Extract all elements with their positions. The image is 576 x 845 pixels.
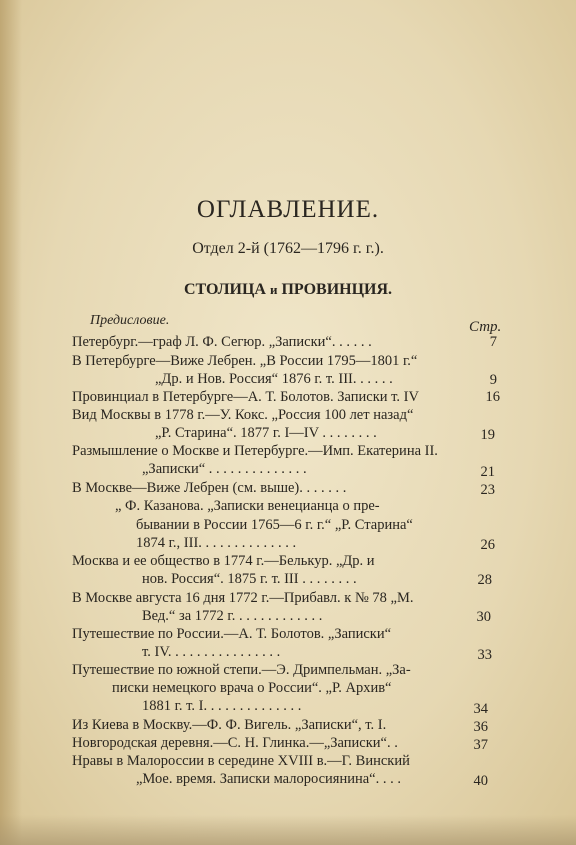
toc-line: „Записки“ . . . . . . . . . . . . . . (142, 461, 307, 477)
toc-line: Новгородская деревня.—С. Н. Глинка.—„Записки“. . (72, 735, 398, 751)
toc-line: Размышление о Москве и Петербурге.—Имп. Екатерина II. (72, 443, 438, 459)
toc-line: Вед.“ за 1772 г. . . . . . . . . . . . . (142, 608, 323, 624)
toc-page: 9 (489, 372, 497, 388)
toc-line: „Др. и Нов. Россия“ 1876 г. т. III. . . . . . (155, 371, 393, 387)
toc-line: бывании в России 1765—6 г. г.“ „Р. Старина“ (136, 517, 413, 533)
toc-line: В Петербурге—Виже Лебрен. „В России 1795—1801 г.“ (72, 353, 418, 369)
page-title: ОГЛАВЛЕНИЕ. (196, 196, 380, 223)
toc-line: Петербург.—граф Л. Ф. Сегюр. „Записки“. . . . . . (72, 334, 372, 350)
toc-line: Из Киева в Москву.—Ф. Ф. Вигель. „Записки“, т. I. (72, 717, 387, 733)
toc-line: „Р. Старина“. 1877 г. I—IV . . . . . . . . (155, 425, 377, 441)
toc-line: Путешествие по южной степи.—Э. Дримпельман. „За- (72, 662, 411, 678)
toc-line: Москва и ее общество в 1774 г.—Белькур. „Др. и (72, 553, 375, 569)
toc-page: 36 (473, 719, 488, 735)
toc-page: 23 (480, 482, 495, 498)
toc-line: Провинциал в Петербурге—А. Т. Болотов. Записки т. IV (72, 389, 419, 405)
toc-page: 40 (473, 773, 488, 789)
toc-line: т. IV. . . . . . . . . . . . . . . . (142, 644, 281, 660)
page-column-label: Стр. (469, 319, 502, 335)
toc-page: 34 (473, 701, 488, 717)
toc-page: 28 (477, 572, 492, 588)
section-heading-b: ПРОВИНЦИЯ. (281, 281, 393, 298)
toc-line: нов. Россия“. 1875 г. т. III . . . . . . . . (142, 571, 357, 587)
toc-line: Вид Москвы в 1778 г.—У. Кокс. „Россия 100 лет назад“ (72, 407, 414, 423)
toc-page: 19 (480, 427, 495, 443)
section-heading-and: и (269, 282, 278, 297)
toc-page: 16 (485, 389, 500, 405)
section-heading-a: СТОЛИЦА (183, 281, 266, 298)
toc-line: Нравы в Малороссии в середине XVIII в.—Г. Винский (72, 753, 410, 769)
toc-page: 26 (480, 537, 495, 553)
toc-page: 33 (477, 647, 492, 663)
toc-line: В Москве—Виже Лебрен (см. выше). . . . . . . (72, 480, 347, 496)
toc-page: 37 (473, 737, 488, 753)
toc-line: В Москве августа 16 дня 1772 г.—Прибавл. к № 78 „М. (72, 590, 414, 606)
toc-line: Путешествие по России.—А. Т. Болотов. „Записки“ (72, 626, 392, 642)
toc-line: писки немецкого врача о России“. „Р. Архив“ (112, 680, 392, 696)
toc-line: 1881 г. т. I. . . . . . . . . . . . . . (142, 698, 302, 714)
toc-line: „Мое. время. Записки малоросиянина“. . . . (136, 771, 401, 787)
toc-line: „ Ф. Казанова. „Записки венецианца о пре- (115, 498, 380, 514)
toc-page: 30 (476, 609, 491, 625)
toc-line: 1874 г., III. . . . . . . . . . . . . . (136, 535, 297, 551)
toc-page: 7 (489, 334, 497, 350)
toc-page: 21 (480, 464, 495, 480)
section-subtitle: Отдел 2-й (1762—1796 г. г.). (192, 240, 384, 257)
preface-label: Предисловие. (90, 313, 170, 328)
